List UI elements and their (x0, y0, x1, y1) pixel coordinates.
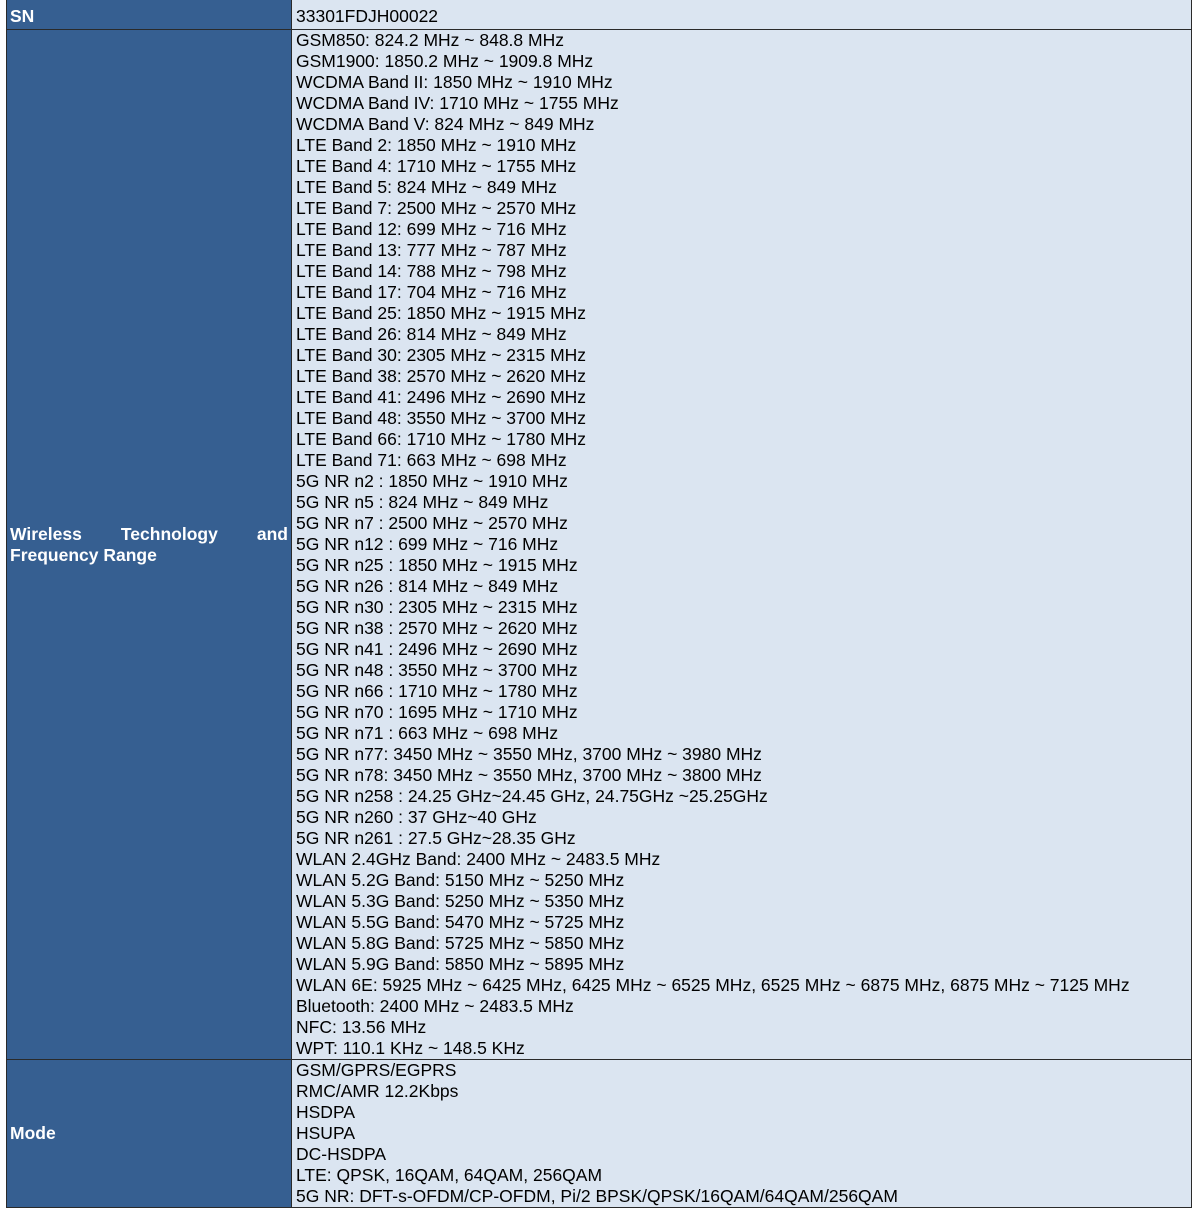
value-line: RMC/AMR 12.2Kbps (296, 1081, 459, 1101)
value-line: LTE: QPSK, 16QAM, 64QAM, 256QAM (296, 1165, 603, 1185)
row-label-cell (7, 0, 292, 30)
value-line: 5G NR n30 : 2305 MHz ~ 2315 MHz (296, 597, 578, 617)
value-line: LTE Band 41: 2496 MHz ~ 2690 MHz (296, 387, 587, 407)
value-line: 5G NR n78: 3450 MHz ~ 3550 MHz, 3700 MHz ~ 3800 MHz (296, 765, 762, 785)
value-line: HSDPA (296, 1102, 355, 1122)
value-line: 5G NR n71 : 663 MHz ~ 698 MHz (296, 723, 559, 743)
value-line: LTE Band 48: 3550 MHz ~ 3700 MHz (296, 408, 587, 428)
value-line: LTE Band 26: 814 MHz ~ 849 MHz (296, 324, 567, 344)
value-line: 5G NR n41 : 2496 MHz ~ 2690 MHz (296, 639, 578, 659)
table-row-sn (7, 0, 1192, 30)
value-line: 5G NR n2 : 1850 MHz ~ 1910 MHz (296, 471, 568, 491)
value-line: 5G NR n77: 3450 MHz ~ 3550 MHz, 3700 MHz ~ 3980 MHz (296, 744, 762, 764)
value-line: 5G NR n260 : 37 GHz~40 GHz (296, 807, 537, 827)
row-label-cell (7, 1060, 292, 1208)
value-line: 5G NR n261 : 27.5 GHz~28.35 GHz (296, 828, 576, 848)
value-line: Bluetooth: 2400 MHz ~ 2483.5 MHz (296, 996, 574, 1016)
value-line: 5G NR n38 : 2570 MHz ~ 2620 MHz (296, 618, 578, 638)
row-value-cell (292, 0, 1192, 30)
value-line: 5G NR n26 : 814 MHz ~ 849 MHz (296, 576, 559, 596)
row-label-cell (7, 30, 292, 1060)
value-line: 5G NR n66 : 1710 MHz ~ 1780 MHz (296, 681, 578, 701)
value-line: WCDMA Band IV: 1710 MHz ~ 1755 MHz (296, 93, 619, 113)
value-line: LTE Band 17: 704 MHz ~ 716 MHz (296, 282, 567, 302)
value-line: LTE Band 38: 2570 MHz ~ 2620 MHz (296, 366, 587, 386)
value-line: 5G NR n70 : 1695 MHz ~ 1710 MHz (296, 702, 578, 722)
table-row-mode (7, 1060, 1192, 1208)
value-line: WLAN 5.9G Band: 5850 MHz ~ 5895 MHz (296, 954, 625, 974)
value-line: GSM1900: 1850.2 MHz ~ 1909.8 MHz (296, 51, 594, 71)
value-line: LTE Band 7: 2500 MHz ~ 2570 MHz (296, 198, 577, 218)
value-line: 5G NR n48 : 3550 MHz ~ 3700 MHz (296, 660, 578, 680)
value-line: GSM850: 824.2 MHz ~ 848.8 MHz (296, 30, 564, 50)
row-label: SN (10, 6, 35, 26)
row-label: Wireless Technology and Frequency Range (10, 523, 288, 565)
table-row-wireless-frequency (7, 30, 1192, 1060)
value-line: LTE Band 2: 1850 MHz ~ 1910 MHz (296, 135, 577, 155)
value-line: LTE Band 30: 2305 MHz ~ 2315 MHz (296, 345, 587, 365)
value-line: WPT: 110.1 KHz ~ 148.5 KHz (296, 1038, 525, 1058)
value-line: NFC: 13.56 MHz (296, 1017, 427, 1037)
value-line: WLAN 5.5G Band: 5470 MHz ~ 5725 MHz (296, 912, 625, 932)
value-line: WCDMA Band II: 1850 MHz ~ 1910 MHz (296, 72, 613, 92)
value-line: HSUPA (296, 1123, 355, 1143)
value-line: 5G NR n7 : 2500 MHz ~ 2570 MHz (296, 513, 568, 533)
spec-table-body (7, 0, 1192, 1208)
row-value-cell (292, 1060, 1192, 1208)
value-line: WLAN 5.8G Band: 5725 MHz ~ 5850 MHz (296, 933, 625, 953)
value-line: 5G NR n12 : 699 MHz ~ 716 MHz (296, 534, 559, 554)
value-line: WLAN 5.3G Band: 5250 MHz ~ 5350 MHz (296, 891, 625, 911)
value-line: LTE Band 71: 663 MHz ~ 698 MHz (296, 450, 567, 470)
value-line: DC-HSDPA (296, 1144, 387, 1164)
value-line: WCDMA Band V: 824 MHz ~ 849 MHz (296, 114, 595, 134)
value-line: LTE Band 13: 777 MHz ~ 787 MHz (296, 240, 567, 260)
value-line: 5G NR n25 : 1850 MHz ~ 1915 MHz (296, 555, 578, 575)
value-line: 33301FDJH00022 (296, 6, 439, 26)
value-line: LTE Band 25: 1850 MHz ~ 1915 MHz (296, 303, 587, 323)
row-value-cell (292, 30, 1192, 1060)
value-line: LTE Band 4: 1710 MHz ~ 1755 MHz (296, 156, 577, 176)
value-line: WLAN 2.4GHz Band: 2400 MHz ~ 2483.5 MHz (296, 849, 661, 869)
value-line: GSM/GPRS/EGPRS (296, 1060, 457, 1080)
value-line: LTE Band 14: 788 MHz ~ 798 MHz (296, 261, 567, 281)
value-line: LTE Band 12: 699 MHz ~ 716 MHz (296, 219, 567, 239)
value-line: 5G NR n5 : 824 MHz ~ 849 MHz (296, 492, 549, 512)
row-label: Mode (10, 1123, 56, 1143)
value-line: WLAN 6E: 5925 MHz ~ 6425 MHz, 6425 MHz ~ 6525 MHz, 6525 MHz ~ 6875 MHz, 6875 MHz ~ 7125 MHz (296, 975, 1130, 995)
value-line: 5G NR n258 : 24.25 GHz~24.45 GHz, 24.75GHz ~25.25GHz (296, 786, 768, 806)
value-line: WLAN 5.2G Band: 5150 MHz ~ 5250 MHz (296, 870, 625, 890)
value-line: LTE Band 66: 1710 MHz ~ 1780 MHz (296, 429, 587, 449)
value-line: LTE Band 5: 824 MHz ~ 849 MHz (296, 177, 557, 197)
value-line: 5G NR: DFT-s-OFDM/CP-OFDM, Pi/2 BPSK/QPSK/16QAM/64QAM/256QAM (296, 1186, 898, 1206)
spec-table (6, 0, 1192, 1208)
